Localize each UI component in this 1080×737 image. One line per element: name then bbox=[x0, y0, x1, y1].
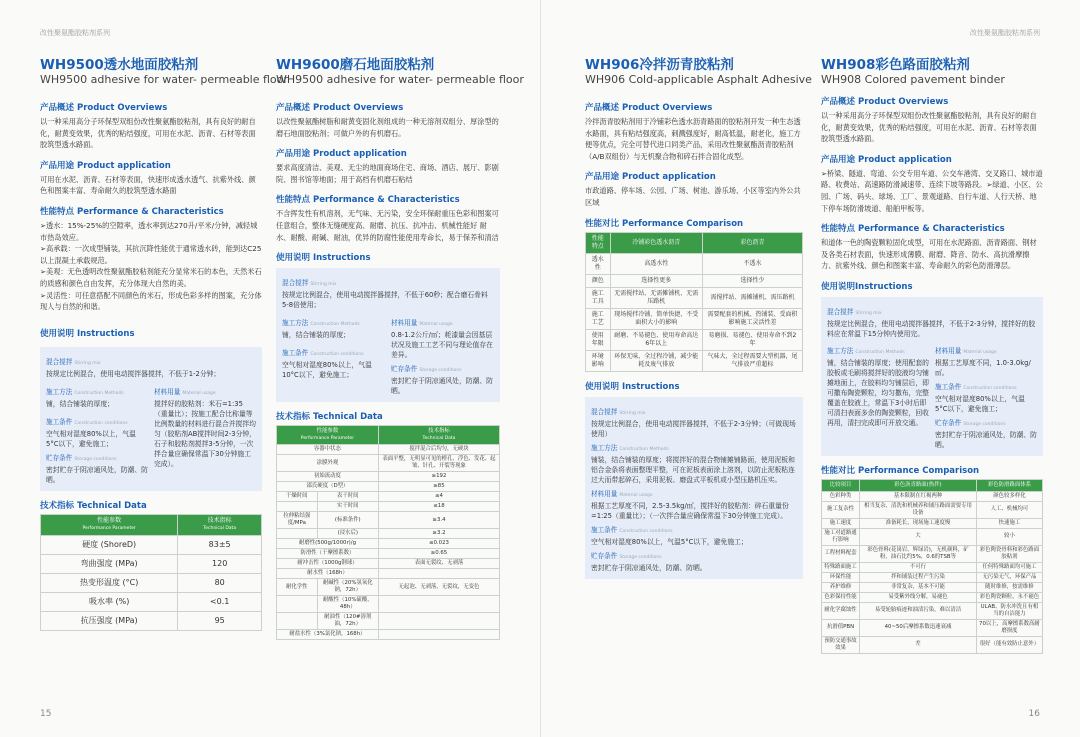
cell: 80 bbox=[178, 573, 262, 592]
cell: 抗压强度 (MPa) bbox=[41, 611, 178, 630]
th-en: Performance Parameter bbox=[300, 436, 355, 442]
label-en: Storage conditions bbox=[419, 368, 462, 374]
section-heading: 使用说明 Instructions bbox=[40, 328, 135, 339]
cell: 色彩种类 bbox=[822, 491, 860, 501]
cell: 无起泡、无剥落，无裂纹，无变色 bbox=[378, 579, 499, 596]
cell: 彩色陶瓷颗粒，永不褪色 bbox=[976, 592, 1042, 602]
section-heading: 技术指标 Technical Data bbox=[276, 412, 383, 423]
cell: 相当复杂，清洗和机械养和铺压路面需要专用设备 bbox=[860, 501, 977, 518]
label-en: Construction conditions bbox=[619, 528, 673, 534]
storage-text: 密封贮存于阴凉通风处，防潮、防晒。 bbox=[591, 563, 707, 572]
mix-text: 按规定比例混合，使用电动搅拌器搅拌，不低于1-2分钟； bbox=[46, 369, 221, 378]
page-header: 改性聚氨酯胶粘剂系列 bbox=[970, 29, 1040, 37]
cell: 实干时间 bbox=[317, 502, 378, 512]
cell bbox=[378, 596, 499, 613]
cell bbox=[378, 630, 499, 640]
section-heading: 产品用途 Product application bbox=[276, 149, 407, 160]
product-subtitle: WH906 Cold-applicable Asphalt Adhesive bbox=[585, 73, 812, 86]
page-number: 16 bbox=[1028, 709, 1040, 719]
cell: 人工、机械均可 bbox=[976, 501, 1042, 518]
cell: 搅拌混合后均匀，无硬块 bbox=[378, 445, 499, 455]
condition-text: 空气相对湿度80%以上，气温5°C以下，避免施工； bbox=[591, 537, 748, 546]
label: 施工条件 bbox=[935, 382, 962, 391]
cell: 耐磨性(500g/1000r)/g bbox=[277, 539, 379, 549]
cell: 选择性更多 bbox=[610, 274, 702, 287]
cell bbox=[277, 529, 318, 539]
feature-text: 和道体一色的陶瓷颗粒固化成型，可用在水泥路面、沥青路面、钢材及各类石材表面，快速形成薄膜、耐磨、降音、防水、高抗滑摩擦力、抗紫外线、颜色和图案丰富、寿命耐久的彩色防滑薄层。 bbox=[821, 238, 1037, 271]
cell: ≤0.023 bbox=[378, 539, 499, 549]
application-text: ➢桥梁、隧道、弯道、公交专用车道、公交车港湾、交叉路口、城市道路、收费站、高速路防滑减速带、连续下坡等路段。➢绿道、小区、公园、广场、码头、球场、工厂、景观道路、自行车道、人行天桥、地下停车场防滑坡道、船舶甲板等。 bbox=[821, 168, 1043, 213]
tech-table bbox=[276, 425, 500, 640]
cell bbox=[378, 569, 499, 579]
cell: 无污染无气，环保产品 bbox=[976, 572, 1042, 582]
cell: 环保无味，全过程冷铺，减少能耗及废气排放 bbox=[610, 350, 702, 371]
label: 施工方法 bbox=[46, 387, 73, 396]
th: 性能参数 bbox=[316, 428, 339, 435]
cell: 高透水性 bbox=[610, 253, 702, 274]
overview-text: 冷拌沥青胶粘剂用于冷铺彩色透水沥青路面的胶粘剂开发一种生态透水路面，具有粘结强度高，刺溅强度好，耐高低温，耐老化，施工方便等优点，完全可替代进口同类产品，采用改性聚氨酯沥青胶粘剂（A/B双组份）与无机聚合物和碎石拌合固化成型。 bbox=[585, 117, 801, 161]
cell: ≥85 bbox=[378, 482, 499, 492]
product-subtitle: WH908 Colored pavement binder bbox=[821, 73, 1005, 86]
product-subtitle: WH9500 adhesive for water- permeable floor bbox=[40, 73, 288, 86]
cell: 很好（能有效防止意外） bbox=[976, 636, 1042, 653]
th-en: Performance Parameter bbox=[82, 525, 136, 531]
method-text: 铺，结合铺装的厚度； bbox=[46, 399, 114, 408]
feature-item: ➢灵活性：可任意搭配不同颜色的米石，形成色彩多样的图案，充分体现人与自然的和谐。 bbox=[40, 290, 262, 312]
mix-text: 按规定比例混合，使用电动搅拌器搅拌，不低于2-3分钟，搅拌好的胶料应在常温下15分钟内使用完。 bbox=[827, 319, 1036, 338]
overview-text: 以一种采用高分子环保型双组份改性聚氨酯胶粘剂，具有良好的耐自化，耐黄变效果，优秀的粘结强度，可用在水泥、沥青、石材等表面胶筑型透水路面。 bbox=[821, 111, 1037, 144]
overview-text: 以一种采用高分子环保型双组份改性聚氨酯胶粘剂，具有良好的耐自化，耐黄变效果，优秀的粘结强度，可用在水泥、沥青、石材等表面胶筑型透水路面。 bbox=[40, 117, 256, 150]
cell: 热变形温度 (°C) bbox=[41, 573, 178, 592]
cell: 施工对道路通行影响 bbox=[822, 528, 860, 545]
application-text: 要求高度清洁、美观、无尘的地面商场住宅、商场、酒店、展厅、影剧院、图书馆等地面；用于高档有机磨石粘结 bbox=[276, 163, 499, 184]
label: 施工方法 bbox=[827, 346, 854, 355]
label-en: Stirring mix bbox=[310, 282, 337, 288]
cell bbox=[277, 613, 318, 630]
label-en: Storage conditions bbox=[619, 554, 662, 560]
label: 材料用量 bbox=[391, 319, 418, 328]
product-title: WH908彩色路面胶粘剂 bbox=[821, 57, 970, 73]
label-en: Storage conditions bbox=[963, 421, 1006, 427]
product-title: WH9500透水地面胶粘剂 bbox=[40, 57, 199, 73]
wh9600-column bbox=[276, 57, 524, 640]
label-en: Construction Methods bbox=[310, 322, 360, 328]
cell bbox=[277, 502, 318, 512]
right-page bbox=[540, 0, 1080, 737]
section-heading: 性能特点 Performance & Characteristics bbox=[276, 195, 460, 206]
label-en: Stirring mix bbox=[74, 360, 101, 366]
condition-text: 空气相对湿度80%以上，气温5°C以下，避免施工； bbox=[935, 394, 1025, 413]
material-text: 0.8-1.2公斤/㎡；耗漆量会因基层状况及施工工艺不同与理论值存在差异。 bbox=[391, 331, 493, 360]
comparison-table bbox=[585, 232, 803, 372]
storage-text: 密封贮存于阴凉通风处，防潮、防晒。 bbox=[391, 377, 493, 396]
instructions-box bbox=[276, 268, 500, 402]
product-title: WH906冷拌沥青胶粘剂 bbox=[585, 57, 734, 73]
section-heading: 产品用途 Product application bbox=[40, 160, 171, 171]
product-title: WH9600磨石地面胶粘剂 bbox=[276, 57, 435, 73]
section-heading: 产品概述 Product Overviews bbox=[276, 103, 404, 113]
cell: 干燥时间 bbox=[277, 492, 318, 502]
cell: 120 bbox=[178, 554, 262, 573]
method-text: 铺，结合铺装的厚度； bbox=[282, 331, 350, 340]
cell: 防滑性（干摩擦系数） bbox=[277, 549, 379, 559]
cell: 耐冲击性（1000g钢球） bbox=[277, 559, 379, 569]
cell: 耐化学腐蚀性 bbox=[822, 602, 860, 619]
cell: ≥0.65 bbox=[378, 549, 499, 559]
cell: 准备耗长，现场施工速度慢 bbox=[860, 518, 977, 528]
th: 彩色防滑路面体系 bbox=[976, 479, 1042, 491]
th: 彩色沥青 bbox=[702, 232, 802, 253]
cell: 透水性 bbox=[586, 253, 611, 274]
cell: 耐盐水性（3%氯化钠，168h） bbox=[277, 630, 379, 640]
th: 性能参数 bbox=[97, 516, 122, 524]
label: 混合搅拌 bbox=[46, 357, 73, 366]
label: 施工条件 bbox=[282, 349, 309, 358]
cell: 耐化学性 bbox=[277, 579, 318, 596]
th: 彩色沥青路面(热拌) bbox=[860, 479, 977, 491]
label-en: Construction conditions bbox=[74, 420, 128, 426]
section-heading: 性能对比 Performance Comparison bbox=[585, 218, 744, 229]
cell: 环境影响 bbox=[586, 350, 611, 371]
label-en: Material usage bbox=[182, 390, 216, 396]
product-subtitle: WH9500 adhesive for water- permeable floor bbox=[276, 73, 524, 86]
label: 材料用量 bbox=[935, 346, 962, 355]
feature-text: 不含挥发性有机溶剂，无气味、无污染，安全环保耐重压色彩和图案可任意组合，整体无缝硬度高、耐磨、抗压、抗冲击、机械性能好 耐水、耐酸、耐碱、耐油，优异的防腐性能使用寿命长，易于保养和清洁 bbox=[276, 209, 499, 242]
cell: 施工工具 bbox=[586, 287, 611, 308]
label: 施工条件 bbox=[591, 525, 618, 534]
label-en: Stirring mix bbox=[855, 310, 882, 316]
cell: 大 bbox=[860, 528, 977, 545]
wh9500-column bbox=[40, 57, 288, 631]
cell: 拌和铺装过程产生污染 bbox=[860, 572, 977, 582]
section-heading: 技术指标 Technical Data bbox=[40, 500, 147, 511]
cell: ≥3.4 bbox=[378, 512, 499, 529]
cell: 无需搅拌站、无需摊铺机、无需压路机 bbox=[610, 287, 702, 308]
cell bbox=[277, 596, 318, 613]
cell: 需要配套的机械、热铺装、受面积影响施工灵活性差 bbox=[702, 308, 802, 329]
section-heading: 产品概述 Product Overviews bbox=[821, 97, 949, 107]
instructions-box bbox=[40, 347, 262, 491]
label-en: Storage conditions bbox=[74, 456, 117, 462]
condition-text: 空气相对湿度80%以上，气温10°C以下，避免施工； bbox=[282, 361, 372, 380]
storage-text: 密封贮存于阴凉通风处，防潮、防晒。 bbox=[935, 430, 1037, 449]
cell: 彩色骨料(花岗岩、辉绿岩)，无机颜料，矿粉，油石比约5%，0.6的TSB等 bbox=[860, 545, 977, 562]
storage-text: 密封贮存于阴凉通风处，防潮、防晒。 bbox=[46, 465, 148, 484]
th: 比较项目 bbox=[822, 479, 860, 491]
label: 混合搅拌 bbox=[827, 307, 854, 316]
page-number: 15 bbox=[40, 709, 52, 719]
cell: 预防交通事故效果 bbox=[822, 636, 860, 653]
label: 贮存条件 bbox=[391, 365, 418, 374]
cell: 吸水率 (%) bbox=[41, 592, 178, 611]
mix-text: 按规定比例混合，使用电动搅拌器搅拌，不低于60秒；配合磨石骨料5-8倍使用； bbox=[282, 291, 488, 310]
material-text: 根据工艺厚度不同，2.5-3.5kg/㎡，搅拌好的胶粘剂：碎石重量份=1:25（重量比）；（一次拌合量应确保常温下30分钟施工完成）。 bbox=[591, 501, 789, 520]
label: 材料用量 bbox=[154, 387, 181, 396]
section-heading: 使用说明 Instructions bbox=[276, 253, 371, 264]
cell: 差 bbox=[860, 636, 977, 653]
feature-item: ➢高承载：一次成型铺装，其抗沉降性能优于通常透水砖，能到达C25以上混凝土承载规范。 bbox=[40, 244, 262, 265]
cell: ≥192 bbox=[378, 472, 499, 482]
cell: 耐磨、不易褪色、使用寿命高达6年以上 bbox=[610, 329, 702, 350]
cell: 表面无裂纹、无剥落 bbox=[378, 559, 499, 569]
cell: 弯曲强度 (MPa) bbox=[41, 554, 178, 573]
cell: 95 bbox=[178, 611, 262, 630]
cell: 非常复杂，基本不可能 bbox=[860, 582, 977, 592]
section-heading: 产品概述 Product Overviews bbox=[585, 103, 713, 113]
cell: 较小 bbox=[976, 528, 1042, 545]
section-heading: 产品概述 Product Overviews bbox=[40, 103, 168, 113]
th: 性能特点 bbox=[586, 232, 611, 253]
cell: 易磨损、易褪色、使用寿命不到2年 bbox=[702, 329, 802, 350]
wh906-column bbox=[585, 57, 812, 587]
label-en: Construction Methods bbox=[74, 390, 124, 396]
cell: 气味大，全过程需要大型机器，尾气排放严重超标 bbox=[702, 350, 802, 371]
section-heading: 性能特点 Performance & Characteristics bbox=[821, 224, 1005, 235]
cell: 颜色较多样化 bbox=[976, 491, 1042, 501]
cell: 特殊路面施工 bbox=[822, 562, 860, 572]
cell: 选择性少 bbox=[702, 274, 802, 287]
cell: ULAB、防水冲洗且有相当的自洁能力 bbox=[976, 602, 1042, 619]
label: 混合搅拌 bbox=[282, 279, 309, 288]
label: 施工方法 bbox=[282, 319, 309, 328]
label-en: Construction Methods bbox=[855, 349, 905, 355]
cell: 施工速度 bbox=[822, 518, 860, 528]
comparison-table bbox=[821, 479, 1043, 654]
label-en: Construction conditions bbox=[310, 352, 364, 358]
th: 技术指标 bbox=[207, 516, 232, 524]
cell: 易受紫外线分解，易褪色 bbox=[860, 592, 977, 602]
cell: 色彩保持性能 bbox=[822, 592, 860, 602]
cell: 彩色陶瓷骨料和彩色路面胶粘剂 bbox=[976, 545, 1042, 562]
wh908-column bbox=[821, 58, 1043, 654]
section-heading: 使用说明Instructions bbox=[821, 281, 913, 292]
condition-text: 空气相对湿度80%以上，气温5°C以下，避免施工； bbox=[46, 429, 136, 448]
mix-text: 按规定比例混合，使用电动搅拌器搅拌，不低于2-3分钟；（可做现场使用） bbox=[591, 419, 796, 438]
cell: 基本限制在红褐两种 bbox=[860, 491, 977, 501]
cell: 83±5 bbox=[178, 535, 262, 554]
cell: ≤18 bbox=[378, 502, 499, 512]
th-en: Technical Data bbox=[203, 525, 237, 531]
cell: 容器中状态 bbox=[277, 445, 379, 455]
cell: 邵氏硬度（D型） bbox=[277, 482, 379, 492]
cell: 表干时间 bbox=[317, 492, 378, 502]
cell: 不透水 bbox=[702, 253, 802, 274]
label: 施工条件 bbox=[46, 417, 73, 426]
instructions-box bbox=[821, 297, 1043, 456]
label: 贮存条件 bbox=[46, 453, 73, 462]
instructions-box bbox=[585, 397, 803, 579]
cell: 耐碱性（20%氢氧化钠，72h） bbox=[317, 579, 378, 596]
th: 技术指标 bbox=[428, 428, 450, 435]
cell: (标准条件) bbox=[317, 512, 378, 529]
method-text: 铺装，结合铺装的厚度；将搅拌好的混合物铺摊铺路面，使用泥板和铝合金条将表面整理平整，可在泥板表面涂上溶剂，以防止泥板粘连过大而带起碎石，采用泥板、磨盘式平板机或小型压路机压实。 bbox=[591, 455, 795, 484]
cell: 工程材料配套 bbox=[822, 545, 860, 562]
overview-text: 以改性聚氨酯树脂和耐黄变固化剂组成的一种无溶剂双组分、厚涂型的磨石地面胶粘剂；可做户外的有机磨石。 bbox=[276, 117, 499, 138]
cell: 40~50后摩擦系数迅速衰减 bbox=[860, 619, 977, 636]
cell: 易受轮胎痕迹和油渍污染，难以清洁 bbox=[860, 602, 977, 619]
cell: 耐酸性（10%硫酸，48h） bbox=[317, 596, 378, 613]
cell: 抗滑值PBN bbox=[822, 619, 860, 636]
section-heading: 性能特点 Performance & Characteristics bbox=[40, 206, 224, 217]
label: 施工方法 bbox=[591, 443, 618, 452]
label-en: Stirring mix bbox=[619, 410, 646, 416]
cell: 养护维修 bbox=[822, 582, 860, 592]
cell: 需搅拌站、需摊铺机、需压路机 bbox=[702, 287, 802, 308]
section-heading: 使用说明 Instructions bbox=[585, 381, 680, 392]
cell: 70以上，高摩擦系数高耐磨损度 bbox=[976, 619, 1042, 636]
label-en: Construction Methods bbox=[619, 446, 669, 452]
cell: <0.1 bbox=[178, 592, 262, 611]
cell: 环保性能 bbox=[822, 572, 860, 582]
application-text: 可用在水泥、沥青、石材等表面，快速形成透水透气、抗紫外线、颜色和图案丰富、寿命耐久的胶筑型透水路面 bbox=[40, 174, 256, 196]
th: 冷铺彩色透水沥青 bbox=[610, 232, 702, 253]
tech-table bbox=[40, 514, 262, 631]
method-text: 铺，结合铺装的厚度；使用配套的胶板或毛刷将搅拌好的胶液均匀铺摊地面上，在胶料均匀铺层后，即可撒布陶瓷颗粒，均匀撒布，完整覆盖在胶液上，常温下3小时后即可清扫表面多余的陶瓷颗粒，回收再用，清扫完成即可开放交通。 bbox=[827, 358, 929, 427]
cell: 施工工艺 bbox=[586, 308, 611, 329]
section-heading: 性能对比 Performance Comparison bbox=[821, 465, 980, 476]
feature-item: ➢透水：15%-25%的空隙率，透水率到达270升/平米/分钟，减轻城市热岛效应。 bbox=[40, 220, 258, 242]
material-text: 搅拌好的胶粘剂：米石=1:35（重量比）；按施工配合比称量等比例数量的材料进行混合并搅拌均匀（胶粘剂AB搅拌时间2-3分钟，石子和胶粘剂搅拌3-5分钟，一次拌合量应确保常温下30分钟施工完成）。 bbox=[154, 399, 256, 468]
label-en: Material usage bbox=[963, 349, 997, 355]
section-heading: 产品用途 Product application bbox=[821, 154, 952, 165]
label: 贮存条件 bbox=[935, 418, 962, 427]
label-en: Material usage bbox=[419, 322, 453, 328]
cell: (浸水后) bbox=[317, 529, 378, 539]
cell: 拉伸粘结强度/MPa bbox=[277, 512, 318, 529]
cell: 耐油性（120#溶剂油，72h） bbox=[317, 613, 378, 630]
section-heading: 产品用途 Product application bbox=[585, 172, 716, 183]
cell: 随时维修，按需维修 bbox=[976, 582, 1042, 592]
label-en: Construction conditions bbox=[963, 385, 1017, 391]
cell: 使用年限 bbox=[586, 329, 611, 350]
cell: 快速施工 bbox=[976, 518, 1042, 528]
label: 贮存条件 bbox=[591, 551, 618, 560]
cell: 不可行 bbox=[860, 562, 977, 572]
feature-item: ➢美观：无色透明改性聚氨酯胶粘剂能充分显常米石的本色，天然米石的质感和颜色自由发挥，充分体现大自然的美。 bbox=[40, 267, 262, 288]
label: 材料用量 bbox=[591, 489, 618, 498]
label-en: Material usage bbox=[619, 492, 653, 498]
application-text: 市政道路、停车场、公园、广场、树池、游乐场、小区等室内外公共区域 bbox=[585, 186, 801, 207]
cell: 硬度 (ShoreD) bbox=[41, 535, 178, 554]
cell: 现场搅拌冷铺、简单快捷、不受面积大小的影响 bbox=[610, 308, 702, 329]
cell: 任何特殊路面均可施工 bbox=[976, 562, 1042, 572]
page-header: 改性聚氨酯胶粘剂系列 bbox=[40, 29, 110, 37]
cell: 施工复杂性 bbox=[822, 501, 860, 518]
material-text: 根据工艺厚度不同，1.0-3.0kg/㎡。 bbox=[935, 358, 1031, 377]
cell: ≤4 bbox=[378, 492, 499, 502]
cell: 初始流动度 bbox=[277, 472, 379, 482]
label: 混合搅拌 bbox=[591, 407, 618, 416]
cell: 耐水性（168h） bbox=[277, 569, 379, 579]
cell bbox=[378, 613, 499, 630]
cell: 表面平整，无明显可见的橙孔、浮色、发花、起皱、针孔、开裂等现象 bbox=[378, 455, 499, 472]
cell: ≥3.2 bbox=[378, 529, 499, 539]
cell: 涂膜外观 bbox=[277, 455, 379, 472]
cell: 颜色 bbox=[586, 274, 611, 287]
th-en: Technical Data bbox=[422, 436, 456, 442]
